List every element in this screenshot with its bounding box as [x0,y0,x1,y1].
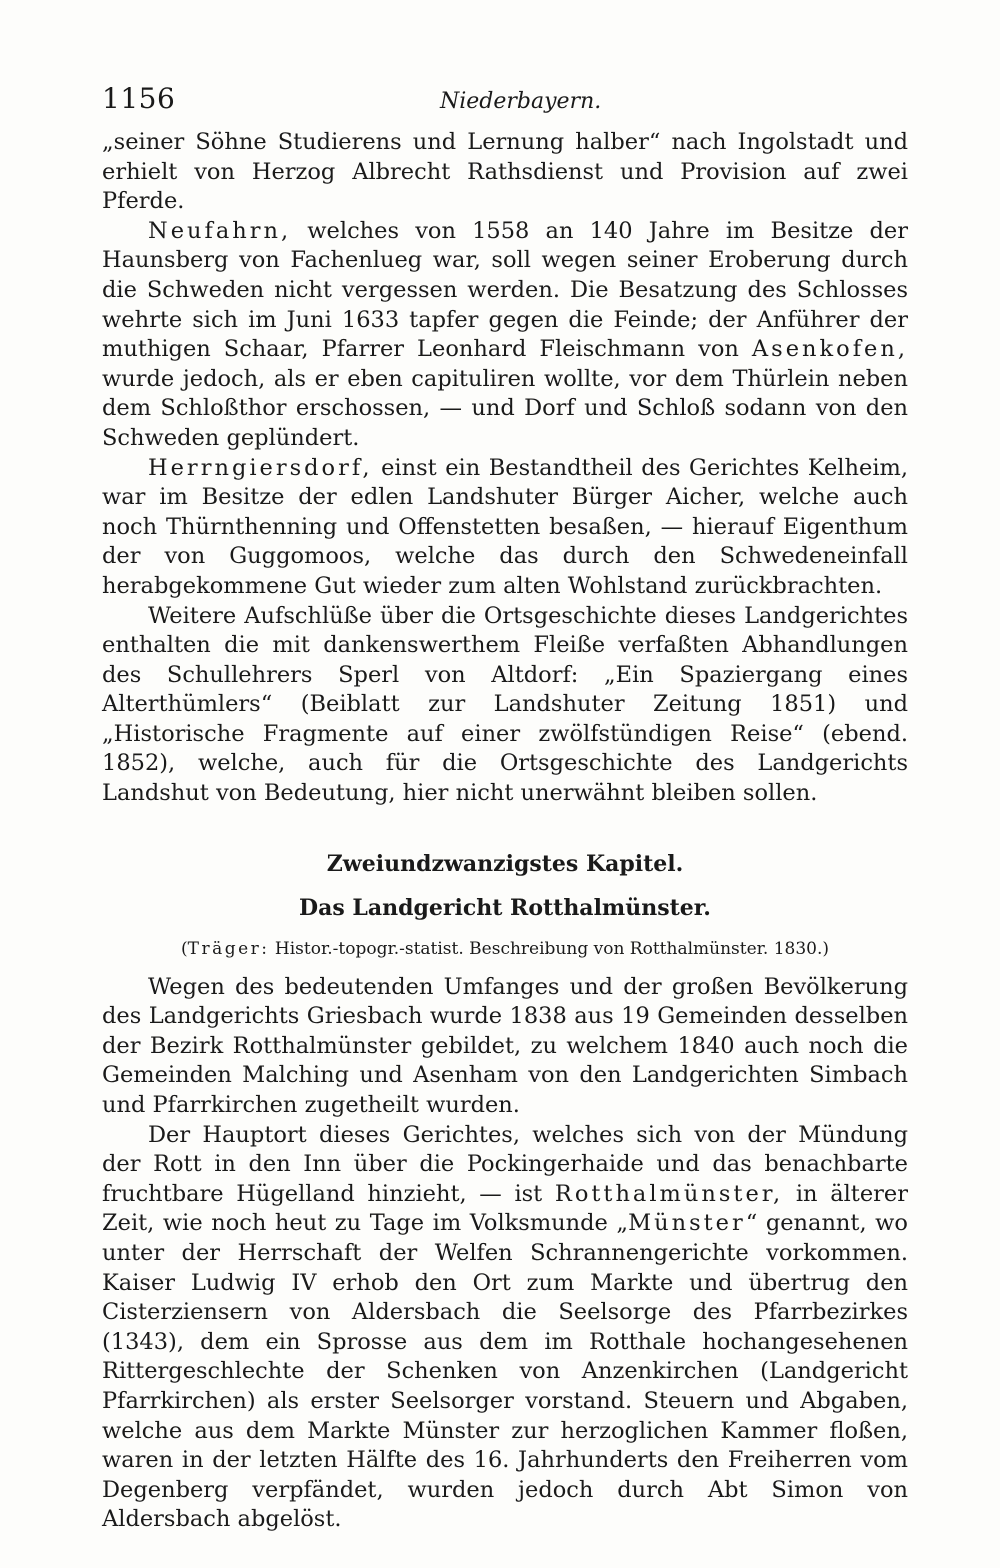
paragraph-weitere-aufschluesse: Weitere Aufschlüße über die Ortsgeschichte dieses Landgerichtes enthalten die mit dankenswerthem Fleiße verfaßten Abhandlungen des Schullehrers Sperl von Altdorf: „Ein Spaziergang eines Alterthümlers“ (Beiblatt zur Landshuter Zeitung 1851) und „Historische Fragmente auf einer zwölfstündigen Reise“ (ebend. 1852), welche, auch für die Ortsgeschichte des Landgerichts Landshut von Bedeutung, hier nicht unerwähnt bleiben sollen. [102,602,908,807]
source-note [102,937,908,961]
paragraph-hauptort-text-1: Der Hauptort dieses Gerichtes, welches sich von der Mündung der Rott in den Inn über die Pockingerhaide und das benachbarte fruchtbare Hügelland hinzieht, — ist [102,1121,908,1207]
paragraph-ingolstadt: „seiner Söhne Studierens und Lernung halber“ nach Ingolstadt und erhielt von Herzog Albrecht Rathsdienst und Provision auf zwei Pferde. [102,129,908,215]
place-name-neufahrn: Neufahrn, [148,217,292,244]
place-name-herrngiersdorf: Herrngiersdorf, [148,454,373,481]
source-note-close: ) [822,938,830,959]
paragraph-herrngiersdorf [102,454,908,602]
page-number: 1156 [102,82,176,115]
source-note-text: Histor.-topogr.-statist. Beschreibung von Rotthalmünster. 1830. [269,938,823,959]
running-head [102,82,908,128]
source-note-label: Träger: [187,938,270,959]
paragraph-herrngiersdorf-text: einst ein Bestandtheil des Gerichtes Kelheim, war im Besitze der edlen Landshuter Bürger Aicher, welche auch noch Thürnthenning und Offenstetten besaßen, — hierauf Eigenthum der von Guggomoos, welche das durch den Schwedeneinfall herabgekommene Gut wieder zum alten Wohlstand zurückbrachten. [102,454,908,599]
paragraph-neufahrn-text-2: wurde jedoch, als er eben capituliren wollte, vor dem Thürlein neben dem Schloßthor erschossen, — und Dorf und Schloß sodann von den Schweden geplündert. [102,365,908,451]
paragraph-neufahrn [102,217,908,454]
place-name-asenkofen: Asenkofen, [751,336,908,363]
paragraph-hauptort [102,1121,908,1535]
place-name-muenster: Münster [628,1210,746,1237]
paragraph-griesbach: Wegen des bedeutenden Umfanges und der großen Bevölkerung des Landgerichts Griesbach wurde 1838 aus 19 Gemeinden desselben der Bezirk Rotthalmünster gebildet, zu welchem 1840 auch noch die Gemeinden Malching und Asenham von den Landgerichten Simbach und Pfarrkirchen zugetheilt wurden. [102,973,908,1119]
paragraph-hauptort-text-2: in älterer Zeit, wie noch heut zu Tage im Volksmunde „ [102,1180,908,1237]
source-note-open: ( [180,938,188,959]
section-title: Das Landgericht Rotthalmünster. [299,894,711,921]
place-name-rotthalmuenster: Rotthalmünster, [554,1180,784,1207]
paragraph-hauptort-text-3: “ genannt, wo unter der Herrschaft der Welfen Schrannengerichte vorkommen. Kaiser Ludwig IV erhob den Ort zum Markte und übertrug den Cisterziensern von Aldersbach die Seelsorge des Pfarrbezirkes (1343), dem ein Sprosse aus dem im Rotthale hochangesehenen Rittergeschlechte der Schenken von Anzenkirchen (Landgericht Pfarrkirchen) als erster Seelsorger vorstand. Steuern und Abgaben, welche aus dem Markte Münster zur herzoglichen Kammer floßen, waren in der letzten Hälfte des 16. Jahrhunderts den Freiherren vom Degenberg verpfändet, wurden jedoch durch Abt Simon von Aldersbach abgelöst. [102,1210,908,1533]
paragraph-neufahrn-text-1: welches von 1558 an 140 Jahre im Besitze der Haunsberg von Fachenlueg war, soll wegen seiner Eroberung durch die Schweden nicht vergessen werden. Die Besatzung des Schlosses wehrte sich im Juni 1633 tapfer gegen die Feinde; der Anführer der muthigen Schaar, Pfarrer Leonhard Fleischmann von [102,217,908,363]
chapter-heading: Zweiundzwanzigstes Kapitel. [326,850,684,877]
running-title: Niederbayern. [440,89,602,114]
